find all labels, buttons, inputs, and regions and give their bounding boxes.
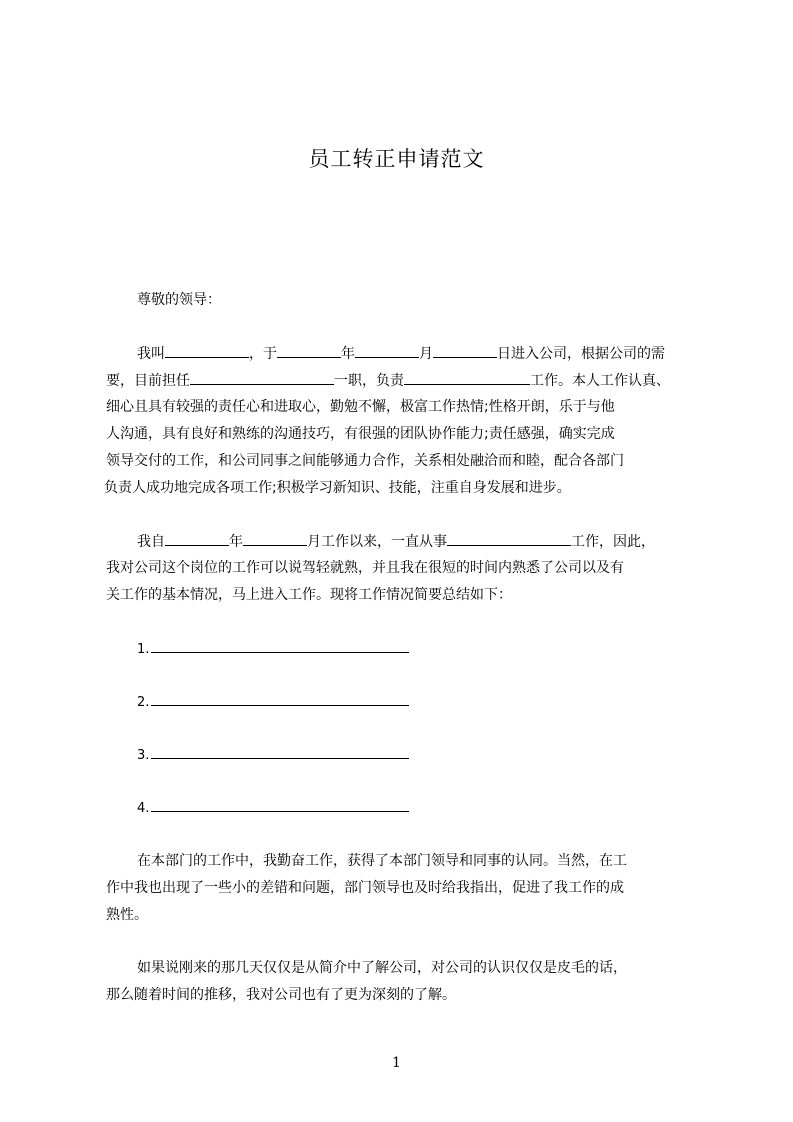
para3-line3: 熟性。 <box>106 907 148 923</box>
para1-text: 日进入公司，根据公司的需 <box>497 346 665 362</box>
start-month-blank <box>243 531 307 546</box>
summary-item-blank <box>151 638 409 653</box>
para3-line2: 作中我也出现了一些小的差错和问题，部门领导也及时给我指出，促进了我工作的成 <box>106 880 624 896</box>
para3-line1: 在本部门的工作中，我勤奋工作，获得了本部门领导和同事的认同。当然，在工 <box>137 853 627 869</box>
year-blank <box>277 343 341 358</box>
summary-item-3 <box>137 744 409 766</box>
duty-blank <box>404 370 530 385</box>
summary-item-4 <box>137 797 409 819</box>
para1-line1 <box>137 343 665 364</box>
para1-text: 一职，负责 <box>334 373 404 389</box>
para1-line4: 人沟通，具有良好和熟练的沟通技巧，有很强的团队协作能力;责任感强，确实完成 <box>106 426 615 442</box>
para2-line2: 我对公司这个岗位的工作可以说驾轻就熟，并且我在很短的时间内熟悉了公司以及有 <box>106 560 624 576</box>
day-blank <box>433 343 497 358</box>
name-blank <box>165 343 249 358</box>
document-title: 员工转正申请范文 <box>308 147 485 171</box>
para4-line1: 如果说刚来的那几天仅仅是从简介中了解公司，对公司的认识仅仅是皮毛的话， <box>137 960 627 976</box>
month-blank <box>355 343 419 358</box>
para2-text: 工作，因此， <box>571 534 655 550</box>
para4-line2: 那么随着时间的推移，我对公司也有了更为深刻的了解。 <box>106 987 456 1003</box>
summary-item-blank <box>151 797 409 812</box>
para1-text: 我叫 <box>137 346 165 362</box>
para1-text: 工作。本人工作认真、 <box>530 373 670 389</box>
para1-line6: 负责人成功地完成各项工作;积极学习新知识、技能，注重自身发展和进步。 <box>104 480 571 496</box>
summary-item-number: 4. <box>137 801 150 816</box>
summary-item-number: 3. <box>137 748 150 763</box>
summary-item-2 <box>137 691 409 713</box>
para1-text: 月 <box>419 346 433 362</box>
para1-line3: 细心且具有较强的责任心和进取心，勤勉不懈，极富工作热情;性格开朗，乐于与他 <box>106 399 615 415</box>
summary-item-blank <box>151 691 409 706</box>
position-blank <box>190 370 334 385</box>
para2-line3: 关工作的基本情况，马上进入工作。现将工作情况简要总结如下： <box>106 587 512 603</box>
salutation: 尊敬的领导： <box>137 292 221 308</box>
para2-text: 年 <box>229 534 243 550</box>
para2-text: 我自 <box>137 534 165 550</box>
para1-line5: 领导交付的工作，和公司同事之间能够通力合作，关系相处融洽而和睦，配合各部门 <box>106 453 624 469</box>
page-number: 1 <box>392 1055 401 1071</box>
start-year-blank <box>165 531 229 546</box>
summary-item-1 <box>137 638 409 660</box>
para1-text: ，于 <box>249 346 277 362</box>
summary-item-number: 1. <box>137 642 150 657</box>
para1-line2 <box>106 370 670 391</box>
para2-text: 月工作以来，一直从事 <box>307 534 447 550</box>
para1-text: 要，目前担任 <box>106 373 190 389</box>
summary-item-number: 2. <box>137 695 150 710</box>
para2-line1 <box>137 531 655 552</box>
summary-item-blank <box>151 744 409 759</box>
para1-text: 年 <box>341 346 355 362</box>
work-type-blank <box>447 531 571 546</box>
